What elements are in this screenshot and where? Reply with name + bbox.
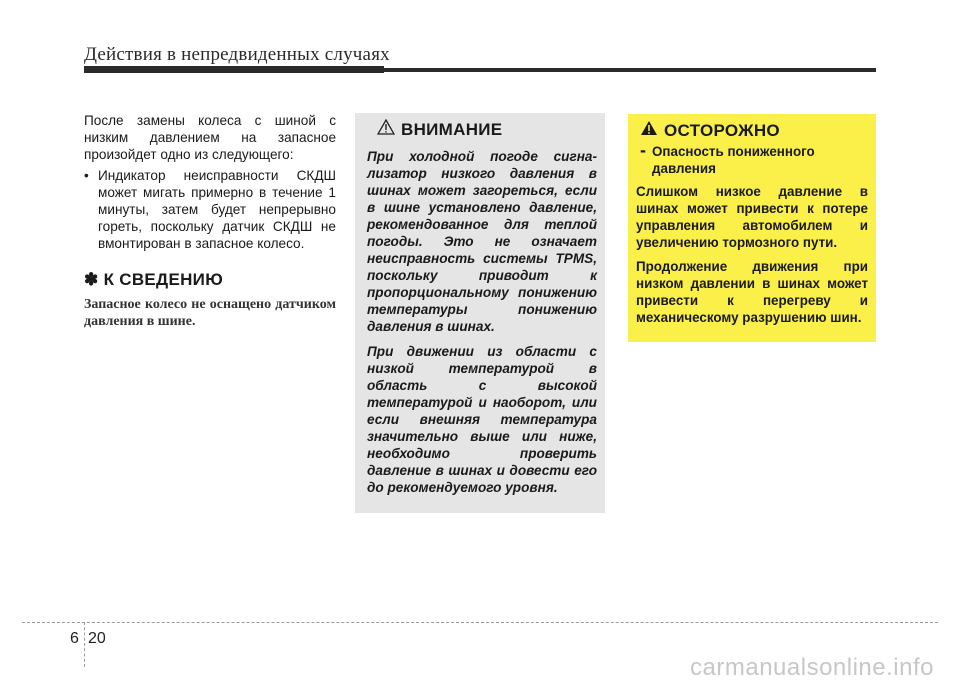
- footer-divider: [84, 622, 85, 667]
- attention-title: ВНИМАНИЕ: [401, 119, 503, 139]
- warning-title: ОСТОРОЖНО: [664, 120, 780, 140]
- bullet-item: [84, 167, 336, 252]
- warning-triangle-outline-icon: [377, 119, 395, 140]
- warning-paragraph: Слишком низкое давление в шинах может привести к потере управления автомобилем и увеличению тормозного пути.: [636, 184, 868, 250]
- attention-box: [355, 113, 605, 513]
- intro-paragraph: После замены колеса с шиной с низким давлением на запасное произойдет одно из следующего:: [84, 113, 336, 162]
- warning-subtitle-dash: -: [640, 140, 646, 160]
- notice-heading: ✽ К СВЕДЕНИЮ: [84, 270, 224, 289]
- warning-text: [636, 183, 868, 326]
- notice-text: Запасное колесо не оснащено датчиком давления в шине.: [84, 297, 336, 329]
- warning-subtitle-row: [640, 140, 868, 177]
- attention-header: [377, 119, 597, 140]
- bullet-text: Индикатор неисправности СКДШ может мигать примерно в течение 1 минуты, затем будет непрерывно гореть, поскольку датчик СКДШ не вмонтирован в запасное колесо.: [98, 168, 336, 251]
- page-number: 20: [88, 630, 106, 647]
- warning-header: [640, 120, 868, 141]
- warning-box: [628, 114, 876, 342]
- attention-paragraph: При движении из области с низкой температурой в область с высокой температурой и наоборот, или если внешняя температура значительно выше или ниже, необходимо проверить давление в шинах и довести его до рекомендуемого уровня.: [367, 344, 597, 495]
- footer-rule: [22, 622, 938, 623]
- header-rule-accent: [84, 66, 384, 73]
- watermark: carmanualsonline.info: [690, 654, 934, 681]
- attention-text: [367, 148, 597, 496]
- warning-paragraph: Продолжение движения при низком давлении в шинах может привести к перегреву и механическому разрушению шин.: [636, 259, 868, 325]
- bullet-mark: •: [84, 168, 89, 183]
- left-column: [84, 112, 336, 330]
- warning-triangle-filled-icon: [640, 120, 658, 141]
- header-title: Действия в непредвиденных случаях: [84, 44, 390, 65]
- warning-subtitle: Опасность пониженного давления: [652, 144, 815, 176]
- page-chapter: 6: [70, 630, 79, 647]
- attention-paragraph: При холодной погоде сигна-лизатор низкого давления в шинах может загореться, если в шине установлено давление, рекомендованное для теплой погоды. Это не означает неисправность системы TPMS, поскольку приводит к пропорциональному понижению температуры понижению давления в шинах.: [367, 149, 597, 334]
